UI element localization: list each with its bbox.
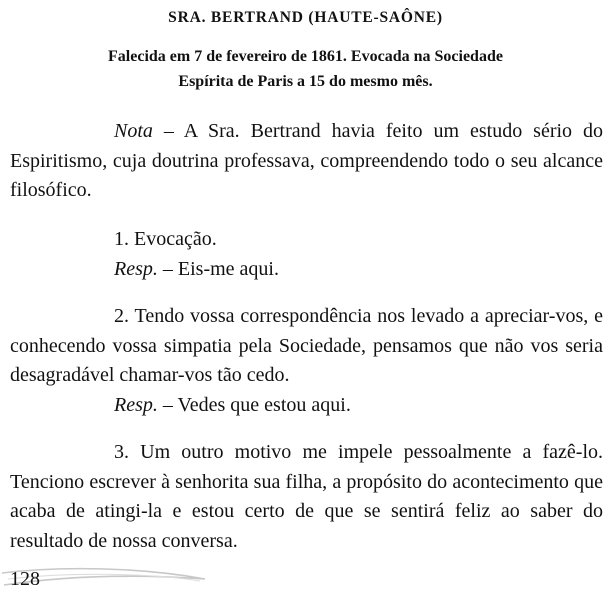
question-3 bbox=[10, 438, 603, 556]
response-1 bbox=[114, 255, 279, 285]
response-text: – Eis-me aqui. bbox=[157, 258, 279, 280]
question-2-text: 2. Tendo vossa correspondência nos levado a apreciar-vos, e conhecendo vossa simpatia pela Sociedade, pensamos que não vos seria desagradável chamar-vos tão cedo. bbox=[10, 305, 603, 386]
chapter-subtitle bbox=[0, 44, 611, 94]
response-text: – Vedes que estou aqui. bbox=[157, 394, 351, 416]
question-1: 1. Evocação. bbox=[114, 228, 217, 250]
page-number: 128 bbox=[10, 568, 40, 590]
question-2 bbox=[10, 302, 603, 391]
subtitle-line-2: Espírita de Paris a 15 do mesmo mês. bbox=[178, 73, 433, 90]
response-label: Resp. bbox=[114, 258, 158, 280]
question-3-text: 3. Um outro motivo me impele pessoalmente a fazê-lo. Tenciono escrever à senhorita sua filha, a propósito do acontecimento que acaba de atingi-la e estou certo de que se sentirá feliz ao saber do resultado de nossa conversa. bbox=[10, 441, 603, 552]
note-label: Nota bbox=[114, 120, 153, 142]
subtitle-line-1: Falecida em 7 de fevereiro de 1861. Evocada na Sociedade bbox=[108, 48, 503, 65]
note-text: – A Sra. Bertrand havia feito um estudo sério do Espiritismo, cuja doutrina professava, compreendendo todo o seu alcance filosófico. bbox=[10, 120, 603, 201]
response-label: Resp. bbox=[114, 394, 158, 416]
note-paragraph bbox=[10, 117, 603, 206]
chapter-title: SRA. BERTRAND (HAUTE-SAÔNE) bbox=[168, 9, 443, 26]
response-2 bbox=[114, 391, 351, 421]
